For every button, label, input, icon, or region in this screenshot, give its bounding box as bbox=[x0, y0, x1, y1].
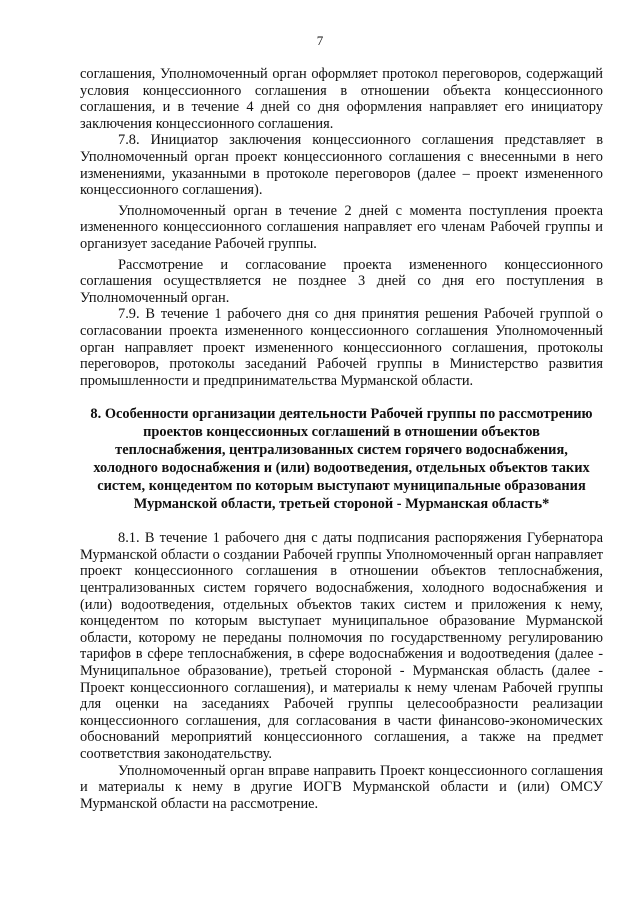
paragraph-7-7-continuation: соглашения, Уполномоченный орган оформляет протокол переговоров, содержащий условия концессионного соглашения в отношении объекта концессионного соглашения, и в течение 4 дней со дня оформления направляет его инициатору заключения концессионного соглашения. bbox=[80, 66, 603, 132]
section-8-heading: 8. Особенности организации деятельности Рабочей группы по рассмотрению проектов концессионных соглашений в отношении объектов теплоснабжения, централизованных систем горячего водоснабжения, холодного водоснабжения и (или) водоотведения, отдельных объектов таких систем, концедентом по которым выступают муниципальные образования Мурманской области, третьей стороной - Мурманская область* bbox=[90, 406, 593, 513]
document-body bbox=[80, 66, 603, 812]
paragraph-7-8-review-deadline: Рассмотрение и согласование проекта измененного концессионного соглашения осуществляется не позднее 3 дней со дня его поступления в Уполномоченный орган. bbox=[80, 256, 603, 306]
paragraph-7-9: 7.9. В течение 1 рабочего дня со дня принятия решения Рабочей группой о согласовании проекта измененного концессионного соглашения Уполномоченный орган направляет проект измененного концессионного соглашения, протоколы переговоров, протоколы заседаний Рабочей группы в Министерство развития промышленности и предпринимательства Мурманской области. bbox=[80, 306, 603, 389]
page-number: 7 bbox=[316, 33, 324, 48]
paragraph-7-8-forwarding: Уполномоченный орган в течение 2 дней с момента поступления проекта измененного концессионного соглашения направляет его членам Рабочей группы и организует заседание Рабочей группы. bbox=[80, 202, 603, 252]
paragraph-7-8: 7.8. Инициатор заключения концессионного соглашения представляет в Уполномоченный орган проект концессионного соглашения с внесенными в него изменениями, указанными в протоколе переговоров (далее – проект измененного концессионного соглашения). bbox=[80, 132, 603, 199]
paragraph-8-1-additional: Уполномоченный орган вправе направить Проект концессионного соглашения и материалы к нему в другие ИОГВ Мурманской области и (или) ОМСУ Мурманской области на рассмотрение. bbox=[80, 762, 603, 812]
paragraph-8-1: 8.1. В течение 1 рабочего дня с даты подписания распоряжения Губернатора Мурманской области о создании Рабочей группы Уполномоченный орган направляет проект концессионного соглашения в отношении объектов теплоснабжения, централизованных систем горячего водоснабжения, холодного водоснабжения и (или) водоотведения, отдельных объектов таких систем и приложения к нему, концедентом по которым выступает муниципальное образование Мурманской области, которому не переданы полномочия по государственному регулированию тарифов в сфере теплоснабжения, в сфере водоснабжения и водоотведения (далее - Муниципальное образование), третьей стороной - Мурманская область (далее - Проект концессионного соглашения), и материалы к нему членам Рабочей группы для оценки на заседаниях Рабочей группы целесообразности реализации концессионного соглашения, для согласования в части финансово-экономических обоснований мероприятий концессионного соглашения, а также на предмет соответствия законодательству. bbox=[80, 530, 603, 762]
